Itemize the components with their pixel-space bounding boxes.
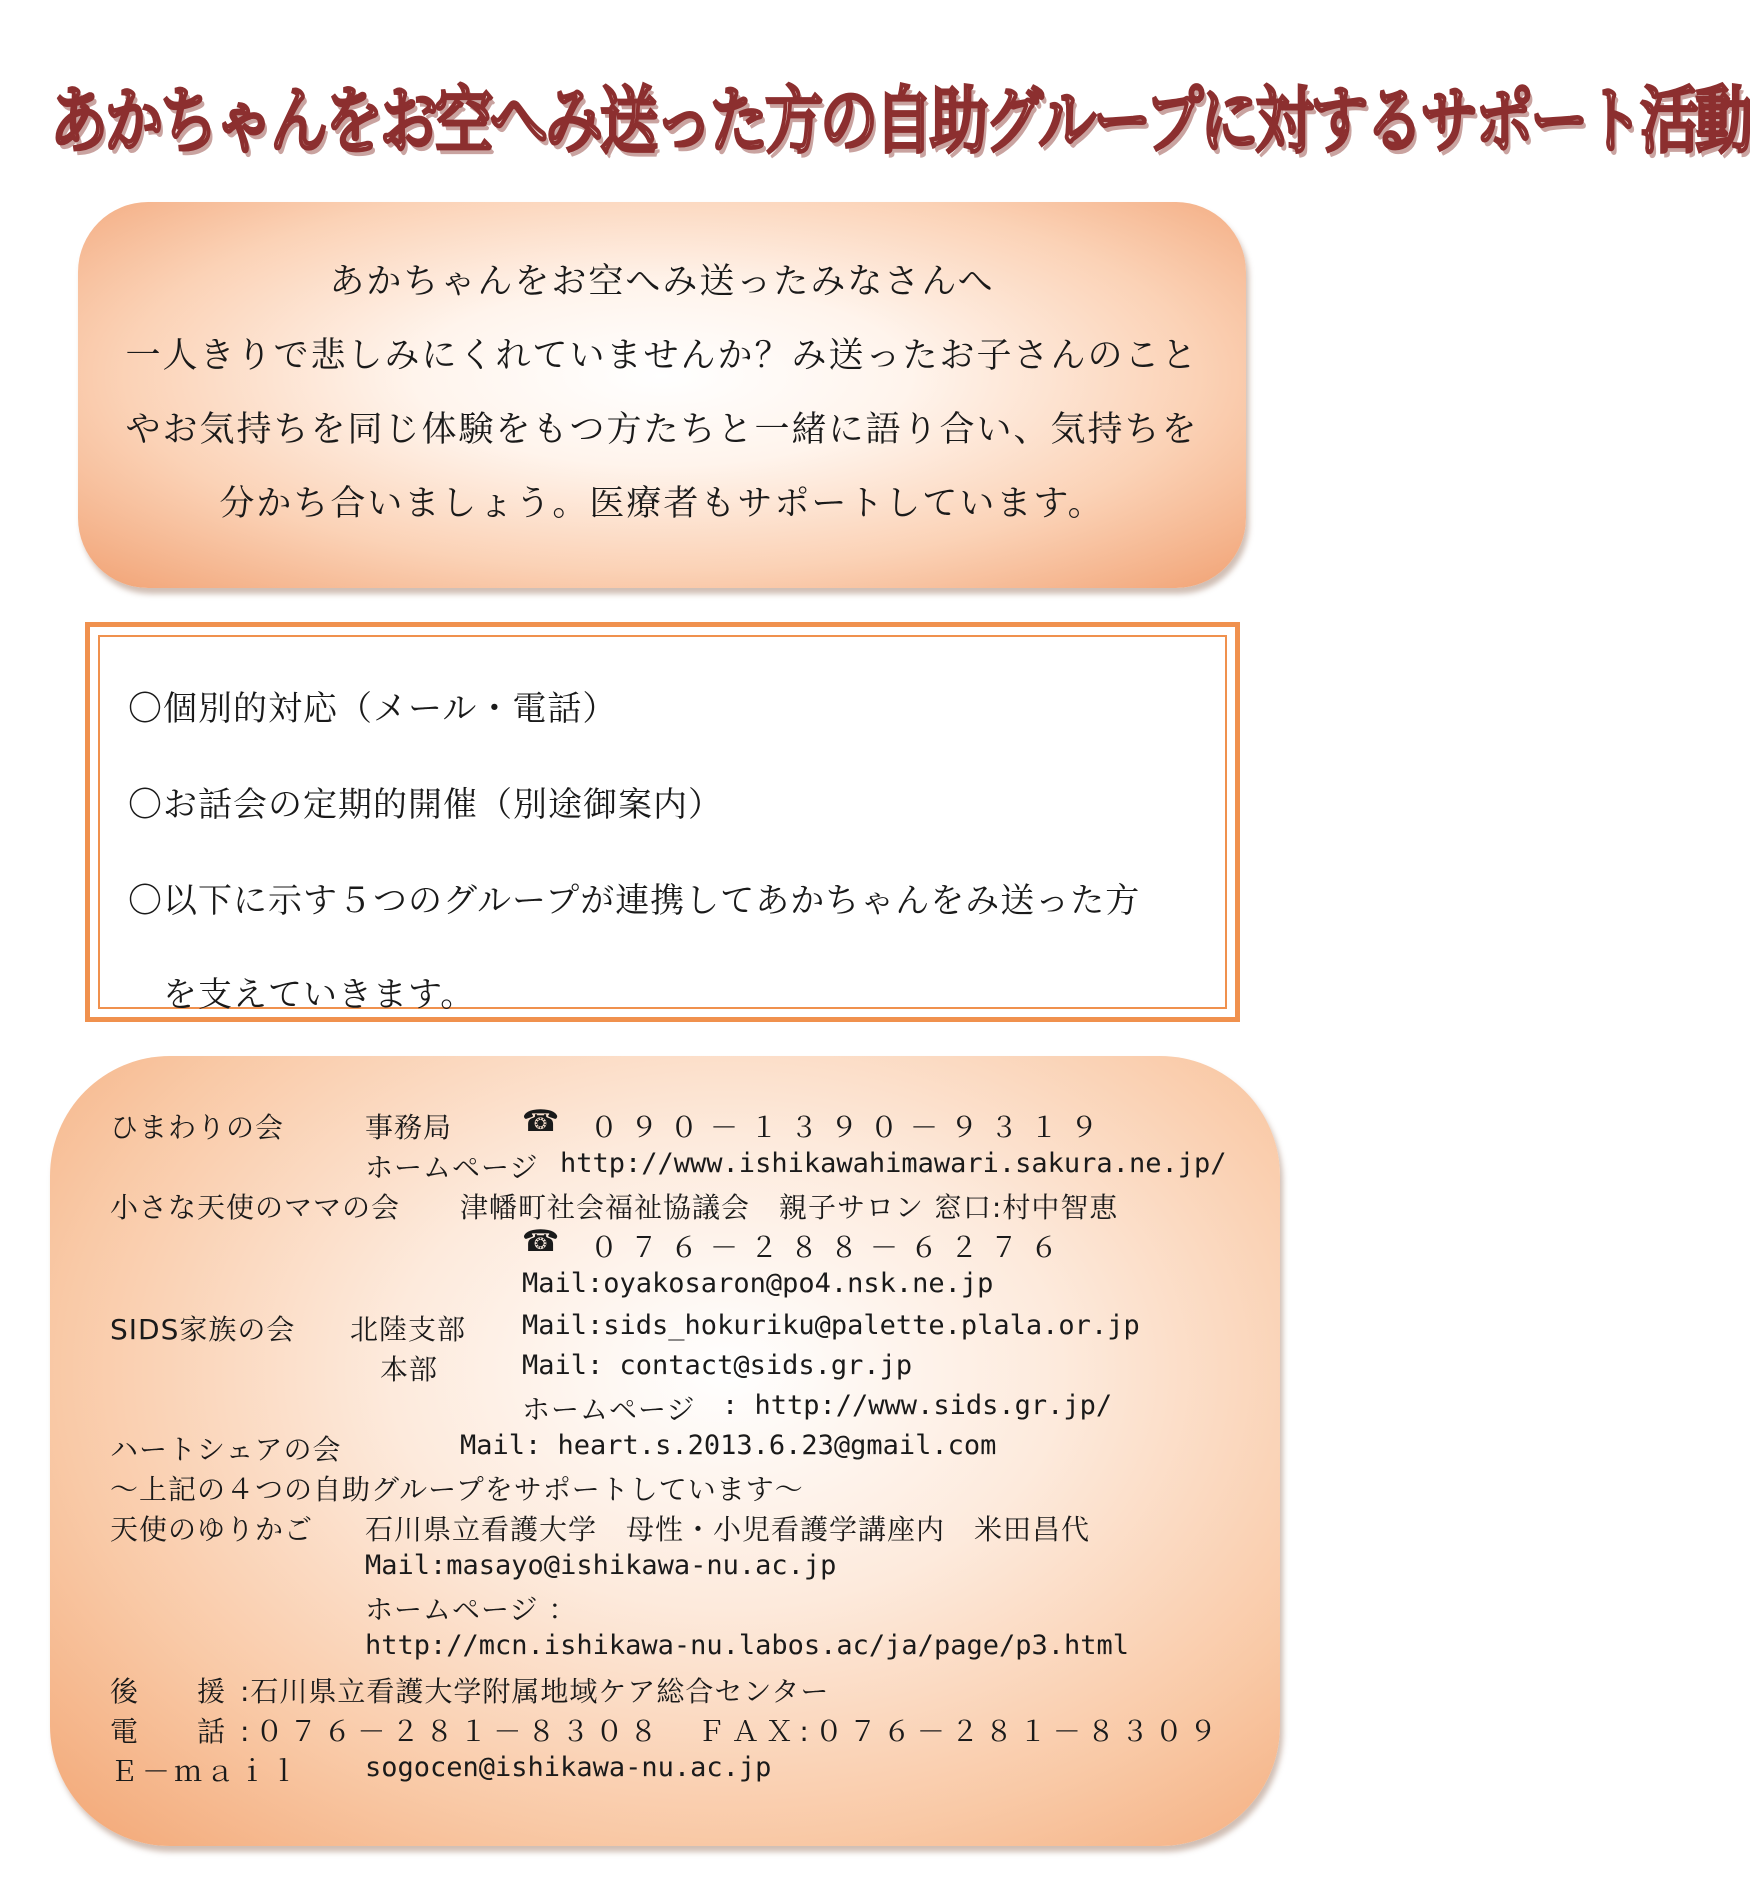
sids-hq-mail-link[interactable]: Mail: contact@sids.gr.jp [522,1350,913,1381]
intro-line: あかちゃんをお空へみ送ったみなさんへ [329,262,995,302]
center-email-link[interactable]: sogocen@ishikawa-nu.ac.jp [365,1752,772,1783]
group-name-yurikago: 天使のゆりかご [110,1513,314,1546]
group-name-sids: SIDS家族の会 [110,1313,296,1346]
sponsor-label: 後 援 [110,1675,227,1708]
services-panel [85,622,1240,1022]
email-label: Ｅ－ｍａｉｌ [110,1755,303,1788]
support-note: ～上記の４つの自助グループをサポートしています～ [110,1473,804,1506]
sids-homepage-link[interactable]: : http://www.sids.gr.jp/ [722,1390,1113,1421]
contacts-panel [50,1056,1280,1846]
intro-line: 分かち合いましょう。医療者もサポートしています。 [219,484,1105,524]
sids-hq: 本部 [380,1353,439,1386]
yurikago-mail-link[interactable]: Mail:masayo@ishikawa-nu.ac.jp [365,1550,837,1581]
service-item: 〇以下に示す５つのグループが連携してあかちゃんをみ送った方 [128,881,1141,921]
yurikago-homepage-link[interactable]: http://mcn.ishikawa-nu.labos.ac/ja/page/p3.html [365,1630,1130,1661]
sids-branch: 北陸支部 [350,1313,467,1346]
service-item: 〇お話会の定期的開催（別途御案内） [128,785,723,825]
tel-value: :０７６－２８１－８３０８ ＦＡＸ:０７６－２８１－８３０９ [240,1715,1223,1748]
intro-panel [78,202,1246,588]
himawari-phone: ０９０－１３９０－９３１９ [590,1111,1111,1144]
yurikago-org: 石川県立看護大学 母性・小児看護学講座内 米田昌代 [365,1513,1091,1546]
sids-branch-mail-link[interactable]: Mail:sids_hokuriku@palette.plala.or.jp [522,1310,1140,1341]
group-name-chiisana: 小さな天使のママの会 [110,1191,401,1224]
homepage-label: ホームページ ： [365,1593,578,1626]
service-item: を支えていきます。 [163,975,476,1015]
himawari-homepage-link[interactable]: http://www.ishikawahimawari.sakura.ne.jp/ [560,1148,1227,1179]
tel-label: 電 話 [110,1715,227,1748]
chiisana-org: 津幡町社会福祉協議会 親子サロン 窓口:村中智恵 [460,1191,1119,1224]
sponsor-value: :石川県立看護大学附属地域ケア総合センター [240,1675,830,1708]
phone-icon: ☎ [522,1224,561,1259]
group-name-himawari: ひまわりの会 [110,1111,285,1144]
homepage-label: ホームページ [365,1151,539,1184]
phone-icon: ☎ [522,1104,561,1139]
office-label: 事務局 [365,1111,453,1144]
intro-line: 一人きりで悲しみにくれていませんか？み送ったお子さんのこと [125,336,1199,376]
intro-line: やお気持ちを同じ体験をもつ方たちと一緒に語り合い、気持ちを [125,410,1199,450]
chiisana-phone: ０７６－２８８－６２７６ [590,1231,1071,1264]
group-name-heartshare: ハートシェアの会 [110,1433,342,1466]
page-title: あかちゃんをお空へみ送った方の自助グループに対するサポート活動 [50,78,1750,164]
chiisana-mail-link[interactable]: Mail:oyakosaron@po4.nsk.ne.jp [522,1268,994,1299]
homepage-label: ホームページ [522,1393,696,1426]
service-item: 〇個別的対応（メール・電話） [128,689,618,729]
heartshare-mail-link[interactable]: Mail: heart.s.2013.6.23@gmail.com [460,1430,997,1461]
